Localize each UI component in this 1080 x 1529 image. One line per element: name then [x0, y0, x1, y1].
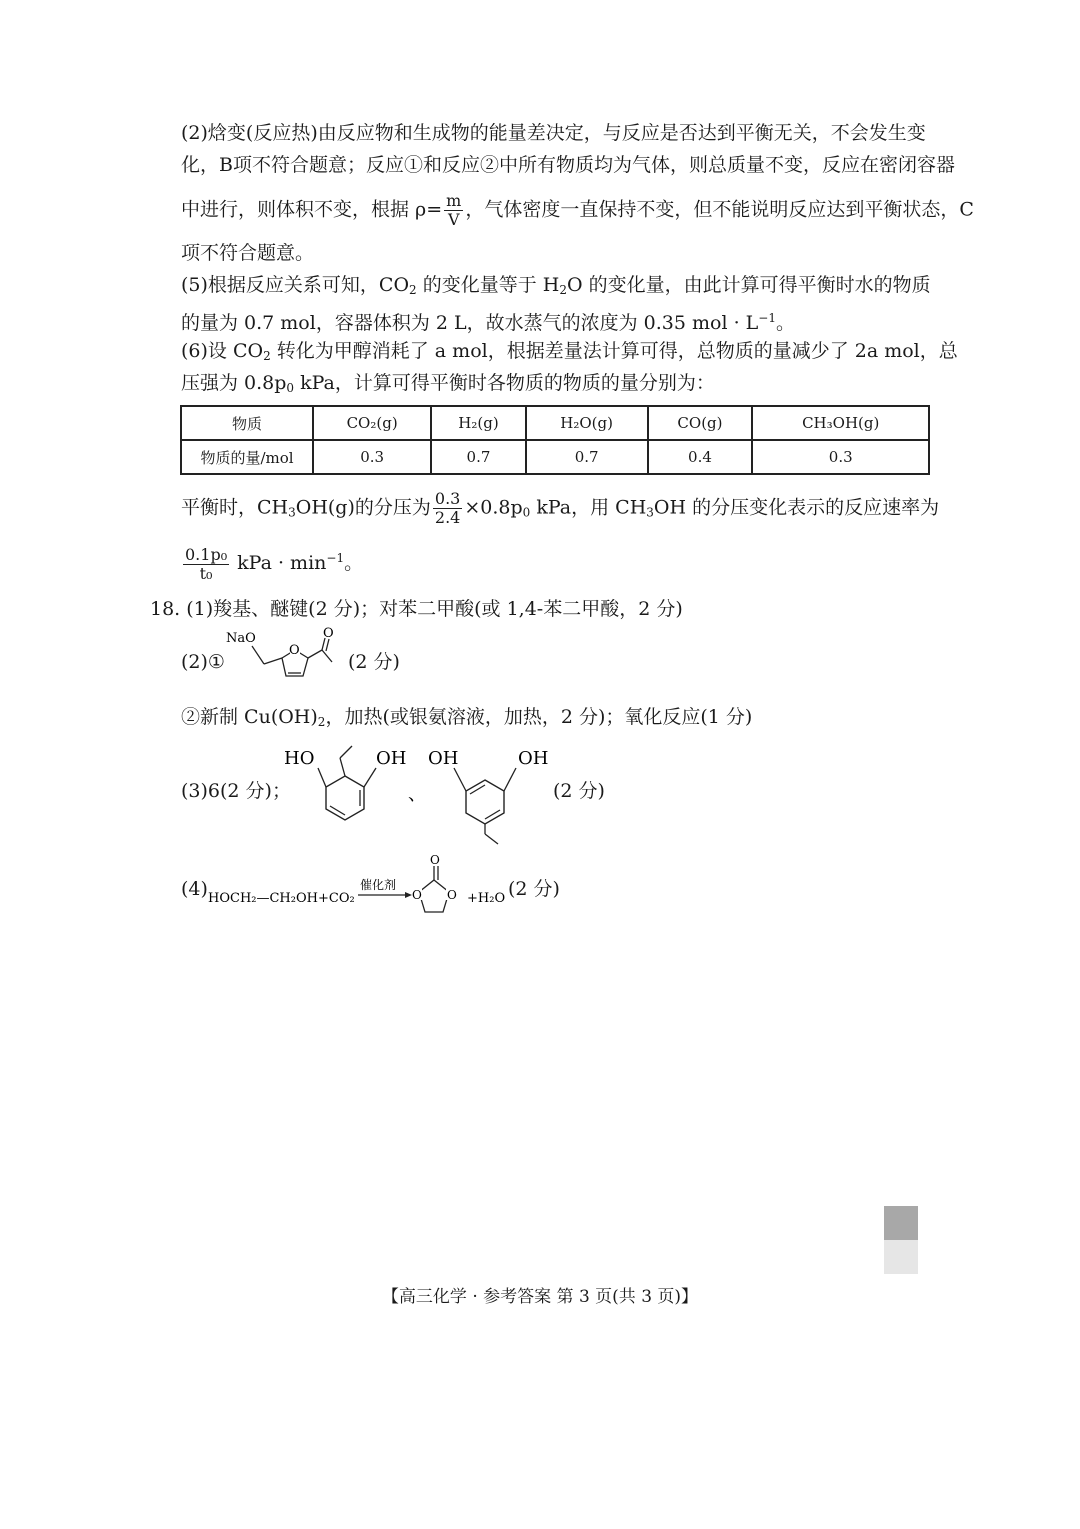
- rate-unit-end: 。: [344, 552, 364, 574]
- reactants-label: HOCH₂—CH₂OH+CO₂: [208, 891, 355, 906]
- q18-item3-score: (2 分): [553, 780, 605, 802]
- p6b-sub0: 0: [522, 505, 531, 520]
- table-cell: 0.7: [431, 440, 525, 474]
- pressure-den: 2.4: [434, 508, 461, 527]
- item2b-b: ，加热(或银氨溶液，加热，2 分)；氧化反应(1 分): [325, 706, 753, 728]
- ring-o-label: O: [289, 643, 300, 658]
- density-num: m: [446, 191, 462, 210]
- p6b-sub3b: 3: [646, 505, 654, 520]
- density-fraction: [444, 192, 463, 229]
- table-header-cell: CH₃OH(g): [752, 406, 929, 440]
- q18-item2b: [181, 704, 752, 735]
- item2b-a: ②新制 Cu(OH): [181, 706, 318, 728]
- products-label: +H₂O: [467, 891, 506, 906]
- q18-item4-label: (4): [181, 878, 208, 900]
- rate-num: 0.1p₀: [185, 544, 228, 564]
- p2-line4: 项不符合题意。: [181, 242, 315, 264]
- reaction-equation: [205, 850, 525, 924]
- table-cell: 0.3: [752, 440, 929, 474]
- rate-fraction: [183, 546, 229, 583]
- oh-label-right: OH: [518, 748, 549, 769]
- table-row-label: 物质的量/mol: [181, 440, 313, 474]
- equilibrium-table: [180, 405, 930, 475]
- q18-item2-label: (2)①: [181, 651, 225, 673]
- carbonyl-o-label: O: [323, 626, 334, 641]
- table-header-row: [181, 406, 929, 440]
- nao-label: NaO: [226, 631, 256, 646]
- p2-line3-start: 中进行，则体积不变，根据 ρ=: [181, 198, 443, 221]
- q18-line1: 18. (1)羧基、醚键(2 分)；对苯二甲酸(或 1,4-苯二甲酸，2 分): [150, 598, 683, 620]
- p6-line1: [181, 338, 958, 369]
- p6b-c: ×0.8p: [464, 496, 523, 519]
- ring-o-right: O: [447, 888, 457, 902]
- p6b-d: kPa，用 CH: [536, 496, 647, 519]
- p6-line2: [181, 370, 715, 401]
- p2-line1: (2)焓变(反应热)由反应物和生成物的能量差决定，与反应是否达到平衡无关，不会发生变: [181, 122, 926, 144]
- item2b-sub: 2: [317, 715, 326, 729]
- table-cell: 0.7: [526, 440, 648, 474]
- p5-sub-h2o: 2: [559, 283, 567, 297]
- page-footer: 【高三化学 · 参考答案 第 3 页(共 3 页)】: [381, 1287, 699, 1307]
- ring-o-left: O: [412, 888, 422, 902]
- table-cell: 0.4: [648, 440, 753, 474]
- p5-sub-co2: 2: [409, 283, 417, 297]
- p6-text-b: 转化为甲醇消耗了 a mol，根据差量法计算可得，总物质的量减少了 2a mol，总: [276, 340, 958, 362]
- p6b-e: OH 的分压变化表示的反应速率为: [653, 496, 940, 519]
- p5-text-c: O 的变化量，由此计算可得平衡时水的物质: [566, 274, 931, 296]
- p6-sub-p0: 0: [286, 381, 295, 395]
- p5-line2: [181, 305, 795, 336]
- oh-label-left: OH: [428, 748, 459, 769]
- pressure-fraction: [433, 490, 462, 527]
- rate-den: t₀: [199, 563, 213, 583]
- table-row: [181, 440, 929, 474]
- table-header-cell: H₂(g): [431, 406, 525, 440]
- carbonyl-o: O: [430, 853, 440, 867]
- catalyst-label: 催化剂: [360, 878, 397, 892]
- q18-item3-label: (3)6(2 分)；: [181, 780, 291, 802]
- isomer-separator: 、: [408, 784, 426, 805]
- rate-unit: kPa · min: [237, 552, 327, 574]
- q18-item4-score: (2 分): [508, 878, 560, 900]
- p5-text-a: (5)根据反应关系可知，CO: [181, 274, 410, 296]
- p6b-a: 平衡时，CH: [181, 496, 289, 519]
- ho-label: HO: [284, 748, 315, 769]
- p2-line3-end: ，气体密度一直保持不变，但不能说明反应达到平衡状态，C: [465, 198, 974, 221]
- p6b-line1: [181, 490, 939, 527]
- p6-line2-a: 压强为 0.8p: [181, 372, 287, 394]
- table-cell: 0.3: [313, 440, 431, 474]
- p6b-sub3: 3: [288, 505, 296, 520]
- table-header-label: 物质: [181, 406, 313, 440]
- table-header-cell: CO₂(g): [313, 406, 431, 440]
- table-header-cell: CO(g): [648, 406, 753, 440]
- p5-line2-sup: −1: [758, 311, 776, 325]
- p5-line2-text: 的量为 0.7 mol，容器体积为 2 L，故水蒸气的浓度为 0.35 mol · L: [181, 312, 759, 334]
- scan-marker-light: [884, 1240, 918, 1274]
- oh-label: OH: [376, 748, 407, 769]
- p5-text-b: 的变化量等于 H: [422, 274, 560, 296]
- pressure-num: 0.3: [434, 489, 461, 508]
- p6-text-a: (6)设 CO: [181, 340, 264, 362]
- p2-line3: [181, 192, 974, 229]
- p2-line2: 化，B项不符合题意；反应①和反应②中所有物质均为气体，则总质量不变，反应在密闭容器: [181, 154, 955, 176]
- rate-unit-sup: −1: [326, 551, 345, 565]
- p6b-b: OH(g)的分压为: [295, 496, 431, 519]
- q18-item2-score: (2 分): [348, 651, 400, 673]
- rate-line: [181, 545, 363, 583]
- table-header-cell: H₂O(g): [526, 406, 648, 440]
- p5-line1: [181, 272, 931, 303]
- p6-sub-co2: 2: [263, 349, 271, 363]
- scan-marker-dark: [884, 1206, 918, 1240]
- p6-line2-b: kPa，计算可得平衡时各物质的物质的量分别为：: [300, 372, 715, 394]
- p5-line2-end: 。: [775, 312, 795, 334]
- density-den: V: [447, 210, 460, 229]
